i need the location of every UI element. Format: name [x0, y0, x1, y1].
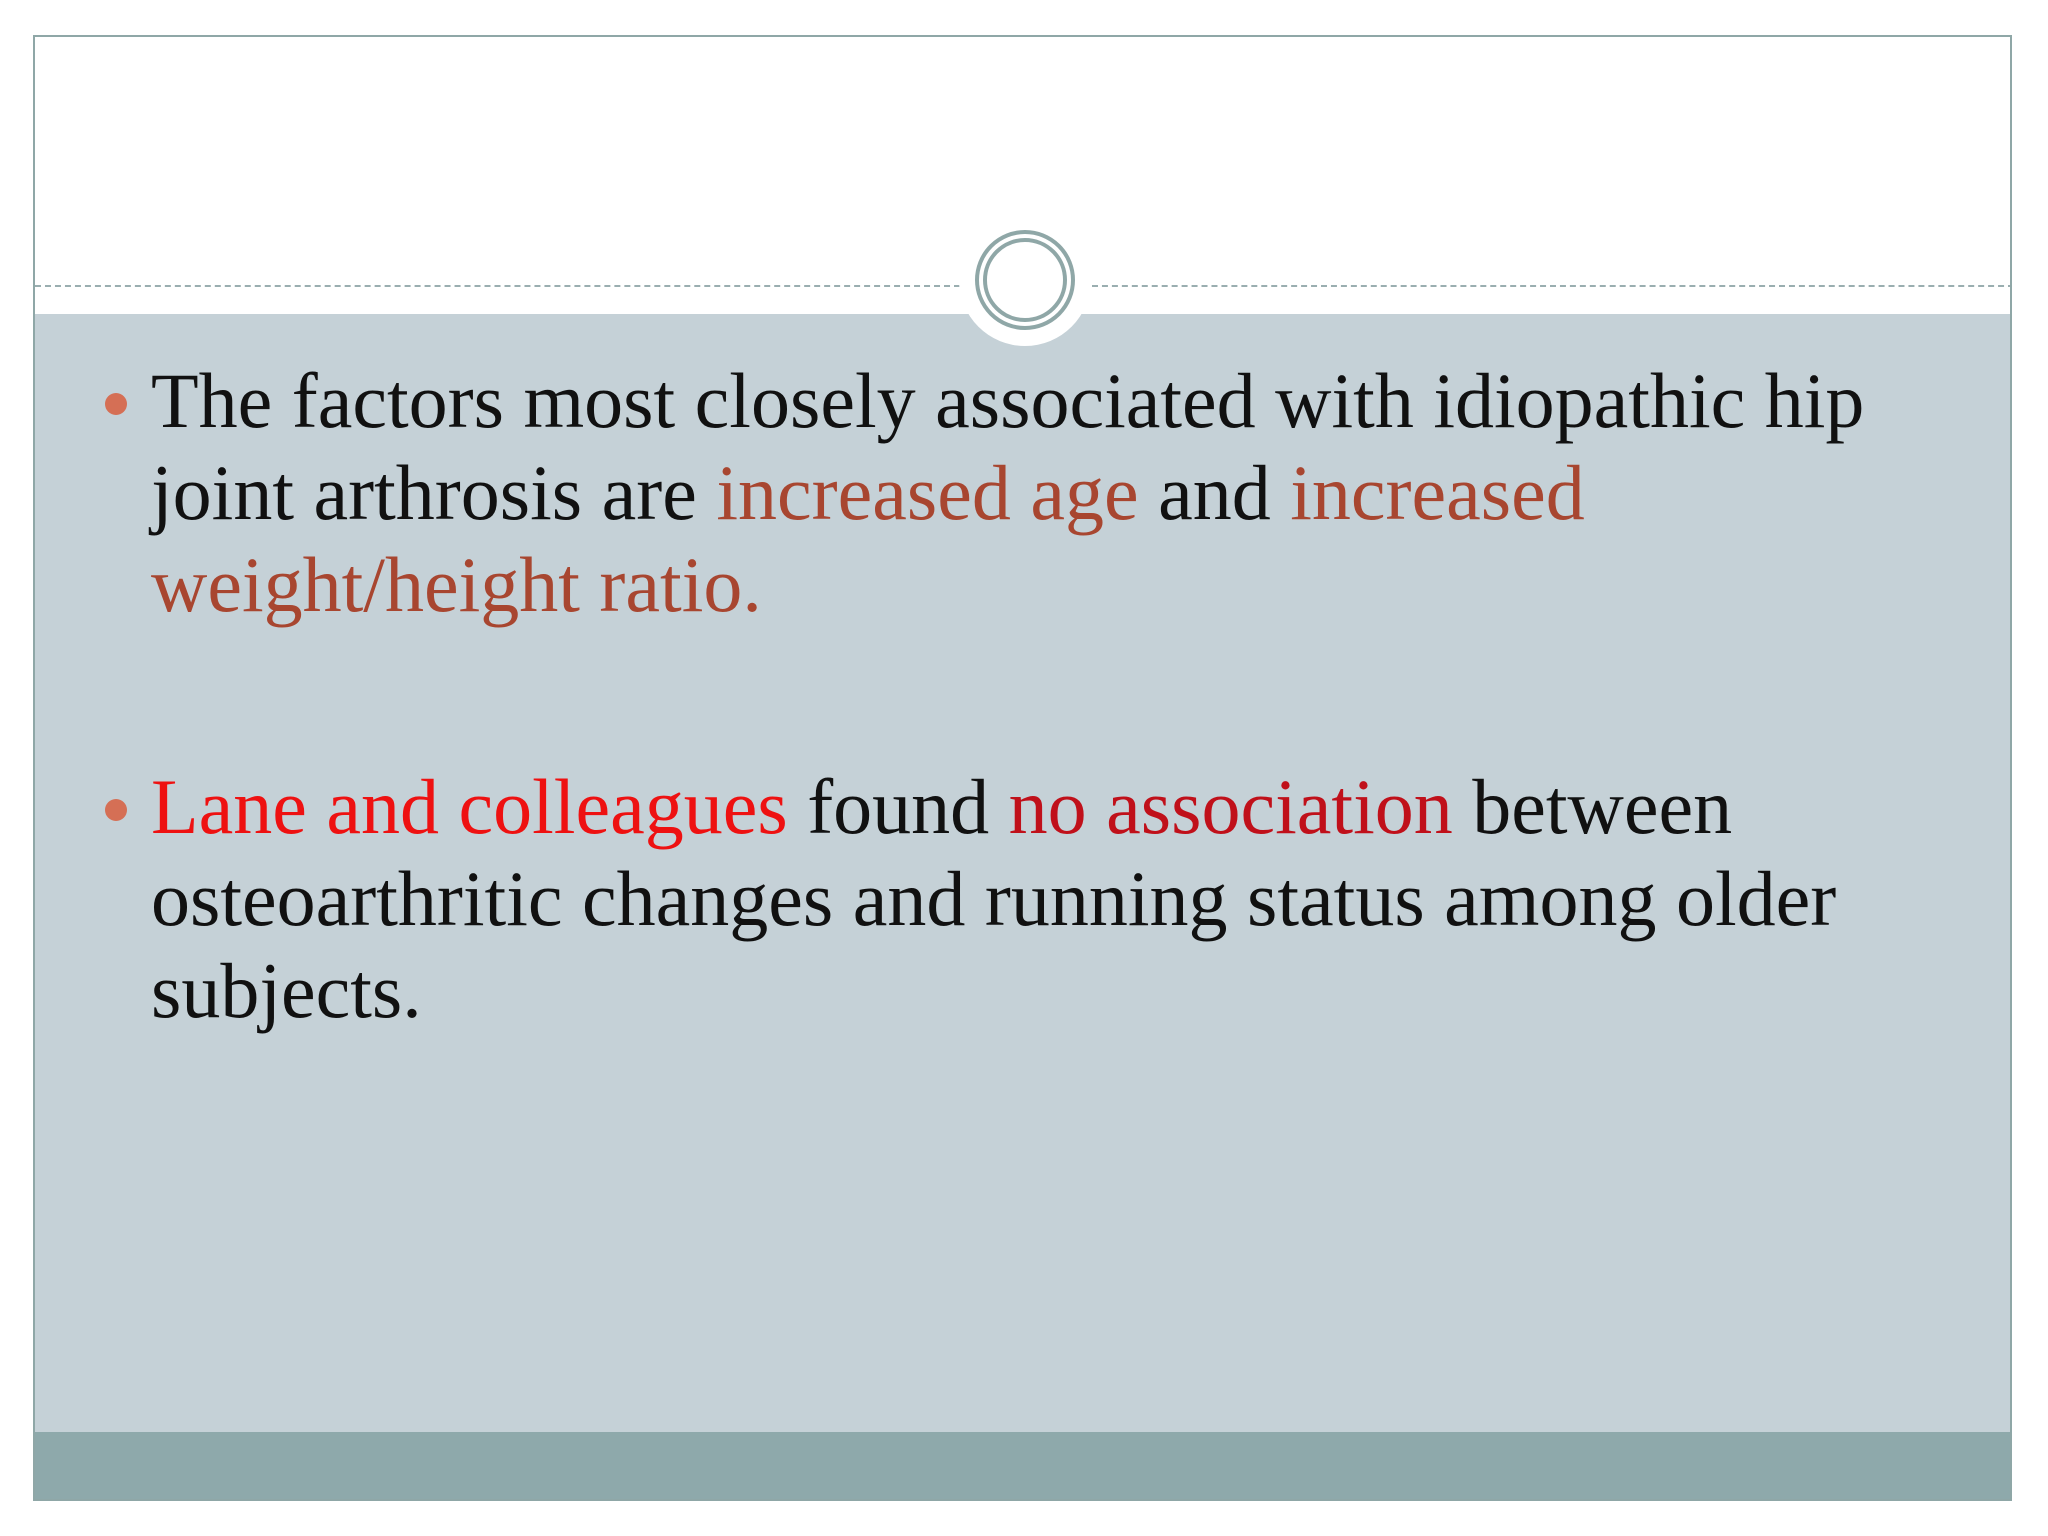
header-divider-right — [1092, 285, 2012, 287]
bullet-text-normal: and — [1138, 449, 1291, 536]
double-ring-circle-icon — [975, 230, 1075, 330]
bullet-text-normal: between osteoarthritic changes and running status among older subjects. — [151, 763, 1837, 1034]
slide — [33, 35, 2012, 1501]
slide-footer-band — [35, 1432, 2010, 1501]
highlight-increased-age: increased age — [716, 449, 1139, 536]
highlight-no-association: no association — [1008, 763, 1453, 850]
bullet-item — [151, 761, 1931, 1037]
bullet-text-normal: found — [787, 763, 1009, 850]
bullet-dot-icon — [105, 393, 127, 415]
bullet-dot-icon — [105, 799, 127, 821]
highlight-weight-height-ratio: increased weight/height ratio. — [151, 449, 1585, 628]
bullet-text-normal: The factors most closely associated with idiopathic hip joint arthrosis are — [151, 357, 1865, 536]
header-divider-left — [35, 285, 960, 287]
highlight-lane-and-colleagues: Lane and colleagues — [151, 763, 788, 850]
bullet-item — [151, 355, 1931, 631]
